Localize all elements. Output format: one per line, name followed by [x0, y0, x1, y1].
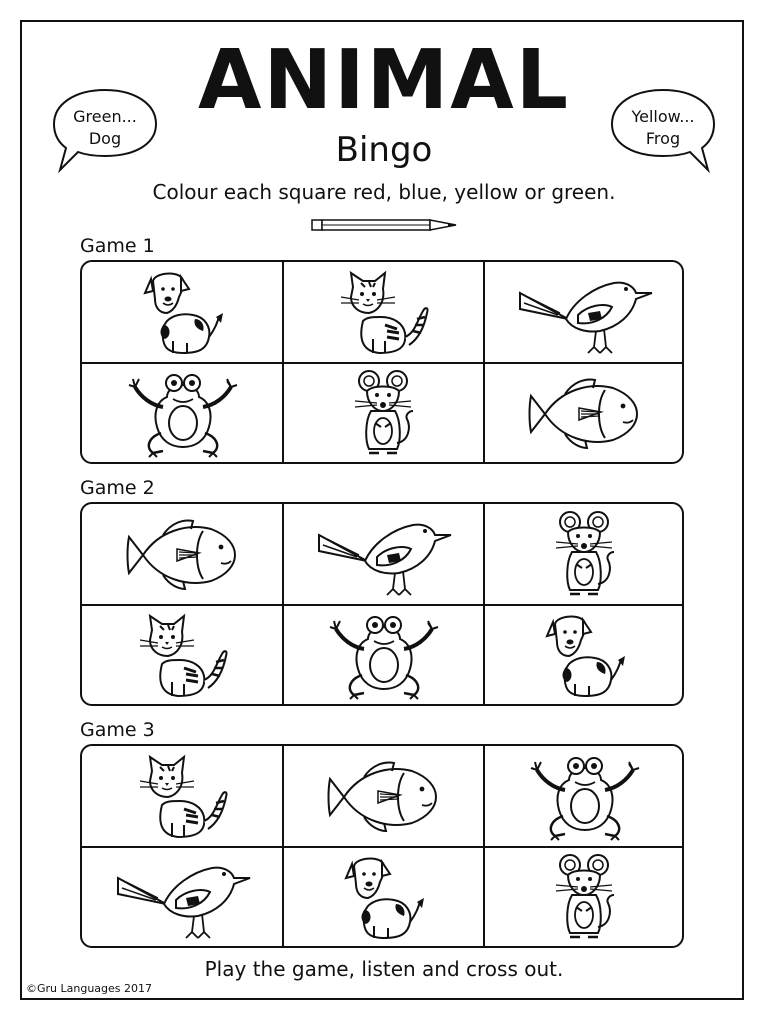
dog-icon — [334, 852, 434, 944]
footer-instruction: Play the game, listen and cross out. — [204, 957, 564, 981]
bubble-left-text — [50, 106, 160, 150]
bubble-left-animal: Dog — [88, 129, 122, 148]
mouse-icon — [339, 367, 429, 461]
bubble-right-animal: Frog — [645, 129, 681, 148]
bingo-cell-dog[interactable] — [82, 262, 283, 363]
page-title: ANIMAL — [198, 33, 570, 128]
bingo-grid-game-3 — [80, 744, 684, 948]
bingo-cell-mouse[interactable] — [283, 363, 484, 464]
bird-icon — [309, 509, 459, 601]
bingo-cell-frog[interactable] — [283, 605, 484, 706]
dog-icon — [133, 267, 233, 359]
bingo-cell-mouse[interactable] — [484, 504, 684, 605]
bird-icon — [510, 267, 660, 359]
game-1-label: Game 1 — [80, 235, 155, 257]
bingo-cell-frog[interactable] — [82, 363, 283, 464]
speech-bubble-right — [608, 86, 718, 174]
bingo-cell-fish[interactable] — [283, 746, 484, 847]
bingo-cell-fish[interactable] — [82, 504, 283, 605]
fish-icon — [525, 372, 645, 456]
bingo-cell-cat[interactable] — [82, 746, 283, 847]
bingo-cell-mouse[interactable] — [484, 847, 684, 948]
dog-icon — [535, 610, 635, 702]
mouse-icon — [540, 508, 630, 602]
bingo-cell-bird[interactable] — [283, 504, 484, 605]
bingo-cell-fish[interactable] — [484, 363, 684, 464]
bubble-left-color: Green... — [73, 107, 137, 126]
grid-divider — [82, 604, 682, 606]
instruction-text: Colour each square red, blue, yellow or green. — [152, 180, 616, 204]
bubble-right-color: Yellow... — [631, 107, 695, 126]
pencil-icon — [310, 216, 460, 236]
cat-icon — [128, 610, 238, 702]
mouse-icon — [540, 851, 630, 945]
bingo-cell-frog[interactable] — [484, 746, 684, 847]
copyright: ©Gru Languages 2017 — [26, 982, 153, 995]
game-2-label: Game 2 — [80, 477, 155, 499]
bingo-cell-cat[interactable] — [82, 605, 283, 706]
bubble-right-text — [608, 106, 718, 150]
fish-icon — [123, 513, 243, 597]
page-subtitle: Bingo — [335, 130, 433, 170]
bingo-grid-game-1 — [80, 260, 684, 464]
cat-icon — [329, 267, 439, 359]
grid-divider — [82, 846, 682, 848]
speech-bubble-left — [50, 86, 160, 174]
frog-icon — [525, 750, 645, 844]
frog-icon — [123, 367, 243, 461]
cat-icon — [128, 751, 238, 843]
frog-icon — [324, 609, 444, 703]
fish-icon — [324, 755, 444, 839]
bird-icon — [108, 852, 258, 944]
bingo-grid-game-2 — [80, 502, 684, 706]
game-3-label: Game 3 — [80, 719, 155, 741]
bingo-cell-dog[interactable] — [484, 605, 684, 706]
bingo-cell-bird[interactable] — [484, 262, 684, 363]
bingo-cell-bird[interactable] — [82, 847, 283, 948]
grid-divider — [82, 362, 682, 364]
bingo-cell-dog[interactable] — [283, 847, 484, 948]
bingo-cell-cat[interactable] — [283, 262, 484, 363]
